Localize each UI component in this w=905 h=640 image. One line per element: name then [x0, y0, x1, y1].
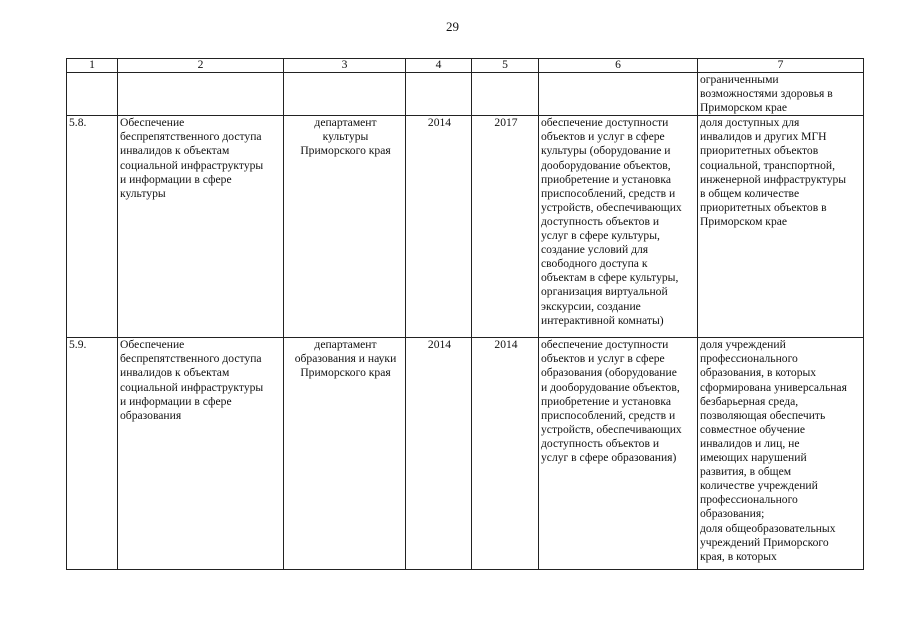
text-line: Обеспечение — [120, 116, 185, 130]
text-line: создание условий для — [541, 243, 649, 257]
text-line: услуг в сфере образования) — [541, 451, 677, 465]
text-line: совместное обучение — [700, 422, 805, 436]
text-line: доля учреждений — [700, 338, 786, 352]
row-number: 5.8. — [67, 116, 118, 338]
text-line: устройств, обеспечивающих — [541, 200, 682, 214]
text-line: количестве учреждений — [700, 479, 818, 493]
text-line: культуры (оборудование и — [541, 144, 671, 158]
text-line: департамент — [314, 116, 377, 130]
row-number: 5.9. — [67, 338, 118, 570]
text-line: доступность объектов и — [541, 436, 660, 450]
end-year: 2017 — [472, 116, 539, 338]
empty-cell — [118, 73, 284, 116]
empty-cell — [539, 73, 698, 116]
text-line: приоритетных объектов в — [700, 200, 827, 214]
text-line: в общем количестве — [700, 186, 800, 200]
text-line: и дооборудование объектов, — [541, 380, 680, 394]
event-cell — [118, 116, 284, 338]
text-line: образования; — [700, 507, 765, 521]
empty-cell — [472, 73, 539, 116]
continuation-row — [67, 73, 864, 116]
empty-cell — [284, 73, 406, 116]
text-line: дооборудование объектов, — [541, 158, 671, 172]
text-line: объектов и услуг в сфере — [541, 130, 665, 144]
text-line: профессионального — [700, 352, 798, 366]
text-line: социальной инфраструктуры — [120, 158, 264, 172]
text-line: услуг в сфере культуры, — [541, 229, 660, 243]
text-line: доля доступных для — [700, 116, 800, 130]
indicator-cell — [698, 338, 864, 570]
table-row — [67, 116, 864, 338]
column-number: 7 — [698, 59, 864, 73]
column-number-row — [67, 59, 864, 73]
text-line: экскурсии, создание — [541, 299, 641, 313]
text-line: образования и науки — [294, 352, 397, 366]
empty-cell — [67, 73, 118, 116]
text-line: устройств, обеспечивающих — [541, 422, 682, 436]
text-line: доля общеобразовательных — [700, 521, 836, 535]
start-year: 2014 — [406, 338, 472, 570]
start-year: 2014 — [406, 116, 472, 338]
text-line: интерактивной комнаты) — [541, 313, 664, 327]
text-line: позволяющая обеспечить — [700, 408, 826, 422]
text-line: культуры — [322, 130, 369, 144]
text-line: приобретение и установка — [541, 172, 671, 186]
text-line: приобретение и установка — [541, 394, 671, 408]
text-line: профессионального — [700, 493, 798, 507]
text-line: социальной инфраструктуры — [120, 380, 264, 394]
text-line: развития, в общем — [700, 465, 792, 479]
text-line: Приморском крае — [700, 101, 788, 115]
text-line: края, в которых — [700, 549, 777, 563]
text-line: учреждений Приморского — [700, 535, 829, 549]
text-line: беспрепятственного доступа — [120, 130, 262, 144]
text-line: Приморского края — [300, 144, 391, 158]
text-line: имеющих нарушений — [700, 451, 807, 465]
text-line: инвалидов и других МГН — [700, 130, 827, 144]
column-number: 4 — [406, 59, 472, 73]
text-line: возможностями здоровья в — [700, 87, 833, 101]
table-row — [67, 338, 864, 570]
column-number: 3 — [284, 59, 406, 73]
text-line: приоритетных объектов — [700, 144, 819, 158]
text-line: инвалидов и лиц, не — [700, 436, 800, 450]
indicator-cell — [698, 73, 864, 116]
text-line: социальной, транспортной, — [700, 158, 835, 172]
text-line: Обеспечение — [120, 338, 185, 352]
executor-cell — [284, 116, 406, 338]
text-line: инженерной инфраструктуры — [700, 172, 847, 186]
text-line: образования — [120, 408, 182, 422]
text-line: и информации в сфере — [120, 172, 232, 186]
text-line: образования (оборудование — [541, 366, 677, 380]
text-line: инвалидов к объектам — [120, 366, 230, 380]
text-line: обеспечение доступности — [541, 338, 669, 352]
event-cell — [118, 338, 284, 570]
column-number: 2 — [118, 59, 284, 73]
text-line: сформирована универсальная — [700, 380, 847, 394]
page-number: 29 — [446, 19, 459, 34]
text-line: обеспечение доступности — [541, 116, 669, 130]
text-line: Приморского края — [300, 366, 391, 380]
text-line: безбарьерная среда, — [700, 394, 799, 408]
result-cell — [539, 338, 698, 570]
end-year: 2014 — [472, 338, 539, 570]
text-line: культуры — [120, 186, 166, 200]
result-cell — [539, 116, 698, 338]
column-number: 1 — [67, 59, 118, 73]
column-number: 5 — [472, 59, 539, 73]
text-line: ограниченными — [700, 73, 779, 86]
program-table — [66, 58, 864, 570]
text-line: Приморском крае — [700, 214, 788, 228]
text-line: беспрепятственного доступа — [120, 352, 262, 366]
text-line: организация виртуальной — [541, 285, 668, 299]
column-number: 6 — [539, 59, 698, 73]
text-line: приспособлений, средств и — [541, 408, 676, 422]
text-line: департамент — [314, 338, 377, 352]
text-line: доступность объектов и — [541, 214, 660, 228]
text-line: приспособлений, средств и — [541, 186, 676, 200]
indicator-cell — [698, 116, 864, 338]
text-line: инвалидов к объектам — [120, 144, 230, 158]
text-line: свободного доступа к — [541, 257, 648, 271]
text-line: объектам в сфере культуры, — [541, 271, 679, 285]
text-line: объектов и услуг в сфере — [541, 352, 665, 366]
text-line: образования, в которых — [700, 366, 817, 380]
text-line: и информации в сфере — [120, 394, 232, 408]
executor-cell — [284, 338, 406, 570]
empty-cell — [406, 73, 472, 116]
